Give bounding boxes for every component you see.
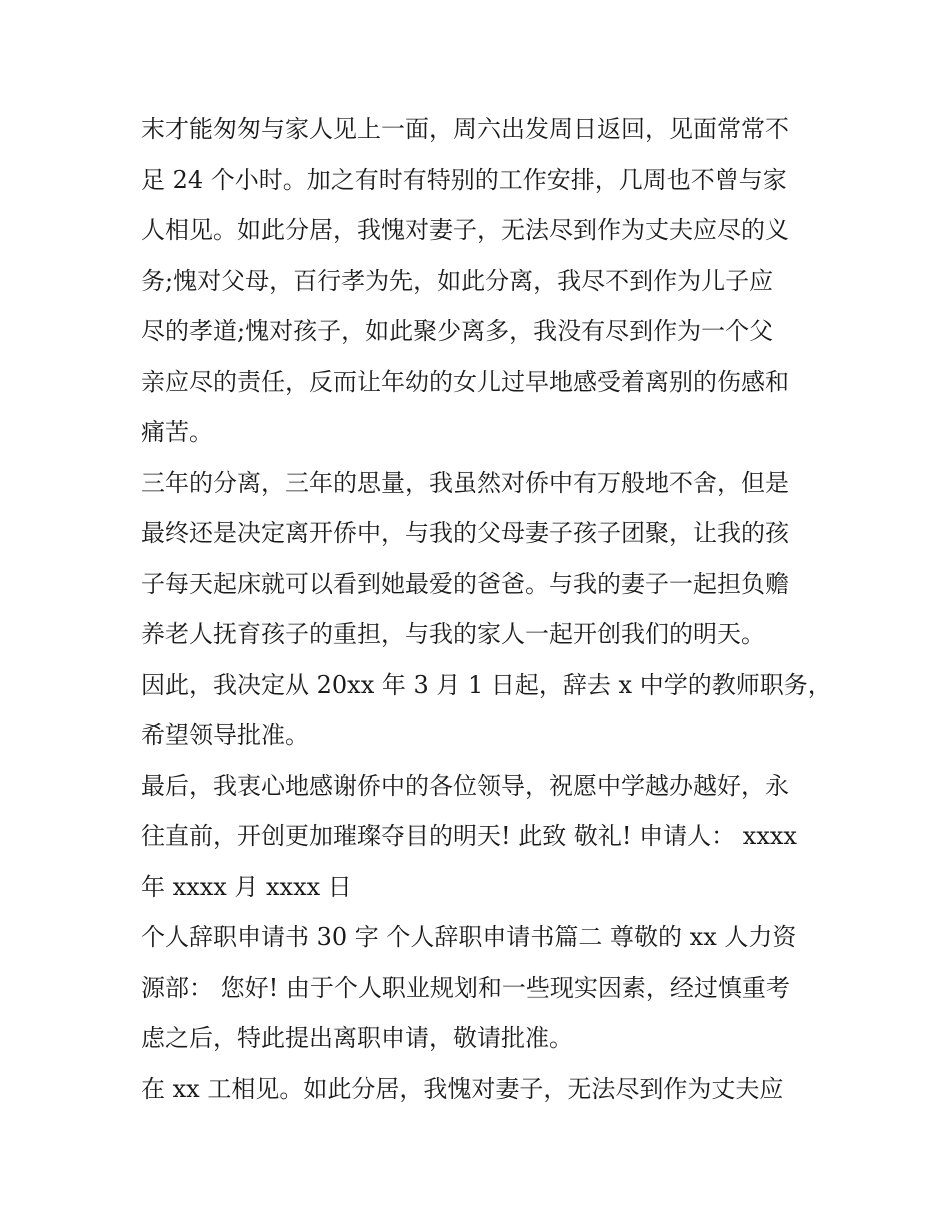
text-line: 年 xxxx 月 xxxx 日 [141,872,352,901]
text-line: 务;愧对父母，百行孝为先，如此分离，我尽不到作为儿子应 [141,266,774,295]
text-line: 在 xx 工相见。如此分居，我愧对妻子，无法尽到作为丈夫应 [141,1074,784,1103]
text-line: 末才能匆匆与家人见上一面，周六出发周日返回，见面常常不 [141,115,789,143]
text-line: 三年的分离，三年的思量，我虽然对侨中有万般地不舍，但是 [141,468,789,497]
text-line: 最后，我衷心地感谢侨中的各位领导，祝愿中学越办越好，永 [141,771,789,800]
text-line: 子每天起床就可以看到她最爱的爸爸。与我的妻子一起担负赡 [141,569,789,598]
text-line: 足 24 个小时。加之有时有特别的工作安排，几周也不曾与家 [141,165,787,194]
text-line: 虑之后，特此提出离职申请，敬请批准。 [141,1024,573,1052]
text-line: 往直前，开创更加璀璨夺目的明天! 此致 敬礼! 申请人： xxxx [141,822,797,850]
text-line: 尽的孝道;愧对孩子，如此聚少离多，我没有尽到作为一个父 [141,317,774,345]
text-line: 痛苦。 [141,418,213,446]
text-line: 个人辞职申请书 30 字 个人辞职申请书篇二 尊敬的 xx 人力资 [141,923,797,951]
text-line: 源部： 您好! 由于个人职业规划和一些现实因素，经过慎重考 [141,973,790,1002]
body-text [141,104,832,1114]
text-line: 人相见。如此分居，我愧对妻子，无法尽到作为丈夫应尽的义 [141,216,789,244]
text-line: 因此，我决定从 20xx 年 3 月 1 日起，辞去 x 中学的教师职务， [141,670,832,699]
text-line: 亲应尽的责任，反而让年幼的女儿过早地感受着离别的伤感和 [141,367,789,396]
text-line: 最终还是决定离开侨中，与我的父母妻子孩子团聚，让我的孩 [141,519,789,547]
text-line: 希望领导批准。 [141,721,309,749]
text-line: 养老人抚育孩子的重担，与我的家人一起开创我们的明天。 [141,620,765,648]
